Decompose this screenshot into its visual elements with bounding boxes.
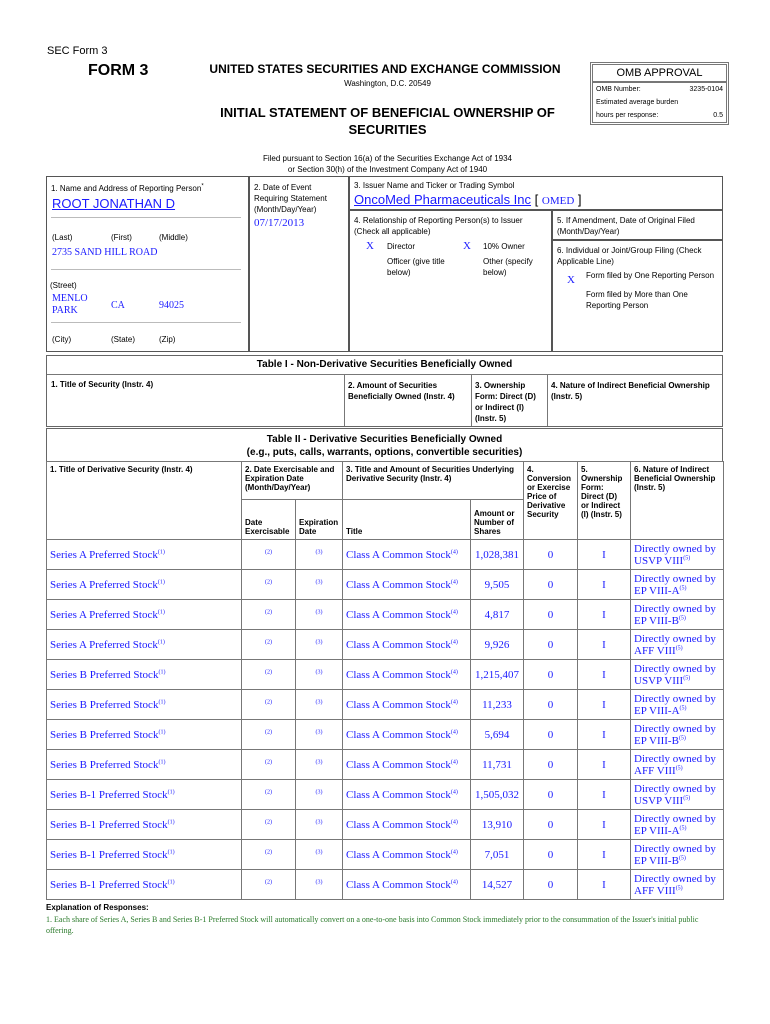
- table1-col-nature: 4. Nature of Indirect Beneficial Ownership (Instr. 5): [551, 381, 710, 401]
- date-exercisable: (2): [242, 600, 296, 630]
- conversion-price: 0: [524, 660, 578, 690]
- filed-line-1: Filed pursuant to Section 16(a) of the Securities Exchange Act of 1934: [262, 154, 513, 163]
- table-row: [47, 540, 724, 570]
- box6-label: 6. Individual or Joint/Group Filing (Check Applicable Line): [557, 246, 702, 266]
- director-check[interactable]: X: [366, 240, 374, 252]
- omb-hours: 0.5: [713, 112, 723, 119]
- underlying-title: Class A Common Stock$^{(4)}$: [343, 600, 471, 630]
- table2-col-underlying: 3. Title and Amount of Securities Underlying Derivative Security (Instr. 4): [343, 462, 524, 500]
- table2: [46, 461, 724, 900]
- date-exercisable: (2): [242, 540, 296, 570]
- middle-label: (Middle): [159, 233, 188, 242]
- security-title: Series A Preferred Stock$^{(1)}$: [47, 600, 242, 630]
- explanation-note-1: 1. Each share of Series A, Series B and Series B-1 Preferred Stock will automatically convert on a one-to-one basis into Common Stock immediately prior to the consummation of the Issuer's initial public offering.: [46, 915, 699, 935]
- conversion-price: 0: [524, 840, 578, 870]
- zip-value: 94025: [159, 300, 184, 311]
- conversion-price: 0: [524, 630, 578, 660]
- table-row: [47, 630, 724, 660]
- table2-col-form: 5. Ownership Form: Direct (D) or Indirect (I) (Instr. 5): [578, 462, 631, 540]
- amount: 4,817: [471, 600, 524, 630]
- nature-of-ownership: Directly owned by EP VIII-$B^{(5)}$: [631, 720, 724, 750]
- amount: 5,694: [471, 720, 524, 750]
- page-title: INITIAL STATEMENT OF BENEFICIAL OWNERSHIP OF SECURITIES: [220, 105, 555, 137]
- conversion-price: 0: [524, 750, 578, 780]
- conversion-price: 0: [524, 600, 578, 630]
- underlying-title: Class A Common Stock$^{(4)}$: [343, 870, 471, 900]
- conversion-price: 0: [524, 780, 578, 810]
- nature-of-ownership: Directly owned by AFF VIII$^{(5)}$: [631, 630, 724, 660]
- ownership-form: I: [578, 870, 631, 900]
- security-title: Series B-1 Preferred Stock$^{(1)}$: [47, 780, 242, 810]
- amount: 1,028,381: [471, 540, 524, 570]
- expiration-date: (3): [296, 600, 343, 630]
- ownership-form: I: [578, 780, 631, 810]
- table-row: [47, 660, 724, 690]
- street-label: (Street): [50, 281, 77, 290]
- nature-of-ownership: Directly owned by EP VIII-$A^{(5)}$: [631, 690, 724, 720]
- underlying-title: Class A Common Stock$^{(4)}$: [343, 750, 471, 780]
- explanation-section: [46, 903, 723, 936]
- reporting-person-link[interactable]: ROOT JONATHAN D: [52, 196, 176, 211]
- state-value: CA: [111, 300, 125, 311]
- officer-label: Officer (give title below): [387, 257, 445, 277]
- nature-of-ownership: Directly owned by USVP VIII$^{(5)}$: [631, 540, 724, 570]
- owner-label: 10% Owner: [483, 242, 525, 251]
- box6-filing: [552, 240, 723, 352]
- expiration-date: (3): [296, 840, 343, 870]
- conversion-price: 0: [524, 870, 578, 900]
- omb-number-label: OMB Number:: [596, 86, 641, 93]
- box5-label: 5. If Amendment, Date of Original Filed (Month/Day/Year): [557, 216, 695, 236]
- date-exercisable: (2): [242, 570, 296, 600]
- underlying-title: Class A Common Stock$^{(4)}$: [343, 810, 471, 840]
- ownership-form: I: [578, 660, 631, 690]
- zip-label: (Zip): [159, 335, 176, 344]
- table1-col-amount: 2. Amount of Securities Beneficially Owned (Instr. 4): [348, 381, 455, 401]
- table2-sub-exp: Expiration Date: [296, 500, 343, 540]
- nature-of-ownership: Directly owned by EP VIII-$A^{(5)}$: [631, 810, 724, 840]
- date-exercisable: (2): [242, 630, 296, 660]
- table2-title-box: [46, 428, 723, 462]
- security-title: Series B Preferred Stock$^{(1)}$: [47, 660, 242, 690]
- security-title: Series A Preferred Stock$^{(1)}$: [47, 540, 242, 570]
- box1-reporting-person: [46, 176, 249, 352]
- table2-sub-amount: Amount or Number of Shares: [471, 500, 524, 540]
- security-title: Series B-1 Preferred Stock$^{(1)}$: [47, 840, 242, 870]
- conversion-price: 0: [524, 570, 578, 600]
- date-exercisable: (2): [242, 750, 296, 780]
- conversion-price: 0: [524, 540, 578, 570]
- nature-of-ownership: Directly owned by AFF VIII$^{(5)}$: [631, 870, 724, 900]
- other-label: Other (specify below): [483, 257, 533, 277]
- security-title: Series B-1 Preferred Stock$^{(1)}$: [47, 870, 242, 900]
- box2-label: 2. Date of Event Requiring Statement (Month/Day/Year): [254, 183, 327, 214]
- ticker: OMED: [541, 195, 575, 207]
- conversion-price: 0: [524, 690, 578, 720]
- ownership-form: I: [578, 720, 631, 750]
- expiration-date: (3): [296, 630, 343, 660]
- first-label: (First): [111, 233, 132, 242]
- amount: 13,910: [471, 810, 524, 840]
- table2-section: [46, 461, 723, 936]
- event-date: 07/17/2013: [254, 217, 305, 229]
- ownership-form: I: [578, 840, 631, 870]
- ownership-form: I: [578, 570, 631, 600]
- city-value: MENLO PARK: [52, 293, 88, 316]
- date-exercisable: (2): [242, 810, 296, 840]
- table-row: [47, 600, 724, 630]
- security-title: Series B-1 Preferred Stock$^{(1)}$: [47, 810, 242, 840]
- form-number: FORM 3: [88, 62, 149, 79]
- more-person-label: Form filed by More than One Reporting Person: [586, 290, 688, 310]
- table2-sub-title: Title: [343, 500, 471, 540]
- expiration-date: (3): [296, 720, 343, 750]
- table-row: [47, 690, 724, 720]
- nature-of-ownership: Directly owned by EP VIII-$A^{(5)}$: [631, 570, 724, 600]
- security-title: Series A Preferred Stock$^{(1)}$: [47, 570, 242, 600]
- expiration-date: (3): [296, 540, 343, 570]
- ownership-form: I: [578, 600, 631, 630]
- omb-number: 3235-0104: [689, 86, 723, 93]
- table1-title: Table I - Non-Derivative Securities Beneficially Owned: [256, 359, 513, 370]
- table2-col-price: 4. Conversion or Exercise Price of Derivative Security: [524, 462, 578, 540]
- box4-relationship: [349, 210, 552, 352]
- conversion-price: 0: [524, 810, 578, 840]
- security-title: Series A Preferred Stock$^{(1)}$: [47, 630, 242, 660]
- underlying-title: Class A Common Stock$^{(4)}$: [343, 720, 471, 750]
- expiration-date: (3): [296, 870, 343, 900]
- issuer-link[interactable]: OncoMed Pharmaceuticals Inc: [354, 192, 532, 207]
- table1-col-form: 3. Ownership Form: Direct (D) or Indirect (I) (Instr. 5): [475, 381, 536, 423]
- table-row: [47, 750, 724, 780]
- commission-title: UNITED STATES SECURITIES AND EXCHANGE COMMISSION: [209, 62, 561, 76]
- omb-title: OMB APPROVAL: [593, 65, 726, 83]
- underlying-title: Class A Common Stock$^{(4)}$: [343, 840, 471, 870]
- box5-amendment: [552, 210, 723, 240]
- date-exercisable: (2): [242, 780, 296, 810]
- expiration-date: (3): [296, 660, 343, 690]
- table-row: [47, 720, 724, 750]
- underlying-title: Class A Common Stock$^{(4)}$: [343, 630, 471, 660]
- amount: 11,233: [471, 690, 524, 720]
- box3-label: 3. Issuer Name and Ticker or Trading Symbol: [354, 181, 515, 190]
- date-exercisable: (2): [242, 870, 296, 900]
- one-person-check[interactable]: X: [567, 274, 575, 286]
- amount: 1,215,407: [471, 660, 524, 690]
- sec-form-label: SEC Form 3: [47, 45, 108, 57]
- director-label: Director: [387, 242, 416, 251]
- location: Washington, D.C. 20549: [344, 79, 431, 88]
- amount: 14,527: [471, 870, 524, 900]
- conversion-price: 0: [524, 720, 578, 750]
- security-title: Series B Preferred Stock$^{(1)}$: [47, 690, 242, 720]
- ownership-form: I: [578, 750, 631, 780]
- nature-of-ownership: Directly owned by USVP VIII$^{(5)}$: [631, 660, 724, 690]
- expiration-date: (3): [296, 690, 343, 720]
- table2-title: Table II - Derivative Securities Beneficially Owned: [266, 434, 503, 445]
- table1-col-title: 1. Title of Security (Instr. 4): [51, 380, 154, 389]
- explanation-title: Explanation of Responses:: [46, 903, 149, 912]
- expiration-date: (3): [296, 750, 343, 780]
- table2-col-dates: 2. Date Exercisable and Expiration Date (Month/Day/Year): [242, 462, 343, 500]
- table-row: [47, 810, 724, 840]
- ownership-form: I: [578, 690, 631, 720]
- ownership-form: I: [578, 630, 631, 660]
- underlying-title: Class A Common Stock$^{(4)}$: [343, 690, 471, 720]
- nature-of-ownership: Directly owned by EP VIII-$B^{(5)}$: [631, 600, 724, 630]
- omb-hours-label: hours per response:: [596, 112, 659, 119]
- expiration-date: (3): [296, 570, 343, 600]
- date-exercisable: (2): [242, 720, 296, 750]
- nature-of-ownership: Directly owned by EP VIII-$B^{(5)}$: [631, 840, 724, 870]
- filed-pursuant: [190, 153, 585, 175]
- box1-star: *: [201, 183, 204, 190]
- box1-label: 1. Name and Address of Reporting Person: [51, 184, 202, 193]
- security-title: Series B Preferred Stock$^{(1)}$: [47, 720, 242, 750]
- state-label: (State): [111, 335, 136, 344]
- owner-check[interactable]: X: [463, 240, 471, 252]
- table2-col-nature: 6. Nature of Indirect Beneficial Ownership (Instr. 5): [631, 462, 724, 540]
- amount: 7,051: [471, 840, 524, 870]
- security-title: Series B Preferred Stock$^{(1)}$: [47, 750, 242, 780]
- amount: 9,926: [471, 630, 524, 660]
- ownership-form: I: [578, 540, 631, 570]
- table-row: [47, 840, 724, 870]
- filed-line-2: or Section 30(h) of the Investment Company Act of 1940: [287, 165, 488, 174]
- street-value: 2735 SAND HILL ROAD: [52, 247, 158, 258]
- date-exercisable: (2): [242, 690, 296, 720]
- omb-approval-box: [590, 62, 729, 125]
- underlying-title: Class A Common Stock$^{(4)}$: [343, 540, 471, 570]
- omb-burden: Estimated average burden: [596, 99, 679, 106]
- expiration-date: (3): [296, 810, 343, 840]
- table-row: [47, 870, 724, 900]
- expiration-date: (3): [296, 780, 343, 810]
- nature-of-ownership: Directly owned by USVP VIII$^{(5)}$: [631, 780, 724, 810]
- amount: 1,505,032: [471, 780, 524, 810]
- city-label: (City): [52, 335, 72, 344]
- underlying-title: Class A Common Stock$^{(4)}$: [343, 780, 471, 810]
- box2-event-date: [249, 176, 349, 352]
- box3-issuer: 3. Issuer Name and Ticker or Trading Symbol OncoMed Pharmaceuticals Inc [ OMED ]: [349, 176, 723, 210]
- table2-subtitle: (e.g., puts, calls, warrants, options, convertible securities): [246, 447, 523, 458]
- table-row: [47, 570, 724, 600]
- table2-col-title: 1. Title of Derivative Security (Instr. 4): [47, 462, 242, 540]
- date-exercisable: (2): [242, 840, 296, 870]
- underlying-title: Class A Common Stock$^{(4)}$: [343, 570, 471, 600]
- date-exercisable: (2): [242, 660, 296, 690]
- one-person-label: Form filed by One Reporting Person: [586, 271, 715, 280]
- underlying-title: Class A Common Stock$^{(4)}$: [343, 660, 471, 690]
- table1: [46, 355, 723, 427]
- amount: 9,505: [471, 570, 524, 600]
- nature-of-ownership: Directly owned by AFF VIII$^{(5)}$: [631, 750, 724, 780]
- table2-sub-date: Date Exercisable: [242, 500, 296, 540]
- last-label: (Last): [52, 233, 73, 242]
- amount: 11,731: [471, 750, 524, 780]
- table-row: [47, 780, 724, 810]
- ownership-form: I: [578, 810, 631, 840]
- box4-label: 4. Relationship of Reporting Person(s) to Issuer (Check all applicable): [354, 216, 523, 236]
